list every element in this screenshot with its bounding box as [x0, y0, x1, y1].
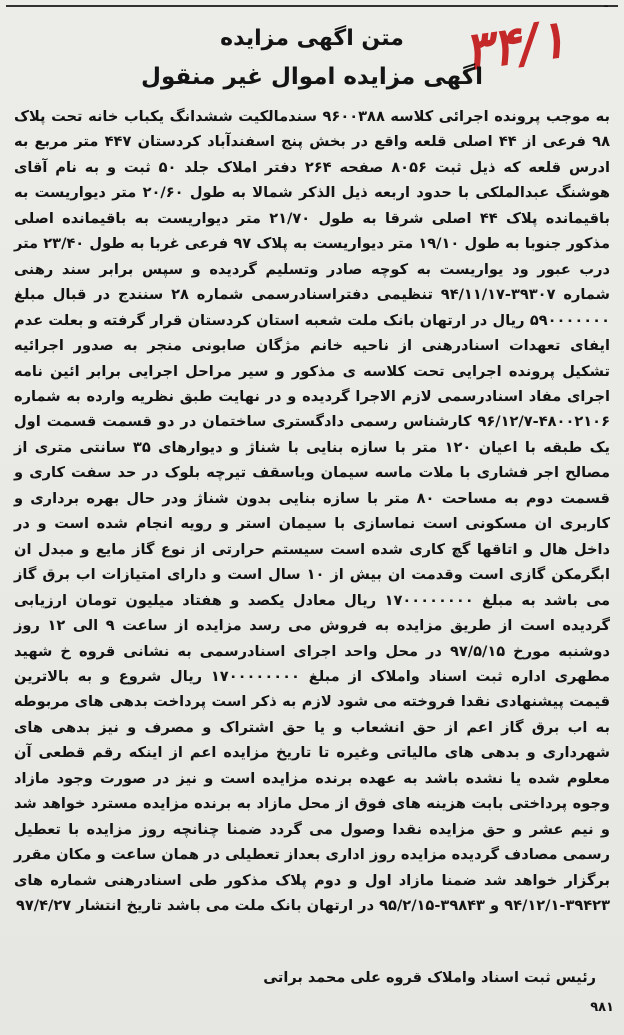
handwritten-number: ۳۴/۱: [459, 8, 571, 83]
heading-block: [20, 22, 604, 96]
top-rule: [6, 5, 618, 7]
corner-mark: ـ: [604, 0, 608, 10]
notice-subtitle: اگهی مزایده اموال غیر منقول: [140, 64, 484, 90]
signature-line: رئیس ثبت اسناد واملاک قروه علی محمد براتی: [263, 970, 596, 986]
notice-body-paragraph: به موجب پرونده اجرائی کلاسه ۹۶۰۰۳۸۸ سندمالکیت ششدانگ یکباب خانه تحت پلاک ۹۸ فرعی از ۴۴ اصلی قلعه واقع در بخش پنج اسفندآباد کردستان ۴۴۷ متر مربع به ادرس قلعه که ذیل ثبت ۸۰۵۶ صفحه ۲۶۴ دفتر املاک جلد ۵۰ ثبت و به نام آقای هوشنگ عبدالملکی با حدود اربعه ذیل الذکر شمالا به طول ۲۰/۶۰ متر دیواریست به باقیمانده پلاک ۴۴ اصلی شرقا به طول ۲۱/۷۰ متر دیواریست به باقیمانده اصلی مذکور جنوبا به طول ۱۹/۱۰ متر دیواریست به پلاک ۹۷ فرعی غربا به طول ۲۳/۴۰ متر درب عبور ود یواریست به کوچه صادر وتسلیم گردیده و سپس برابر سند رهنی شماره ۳۹۳۰۷-۹۴/۱۱/۱۷ تنظیمی دفتراسنادرسمی شماره ۲۸ سنندج در قبال مبلغ ۵۹۰۰۰۰۰۰۰ ریال در ارتهان بانک ملت شعبه استان کردستان قرار گرفته و بعلت عدم ایفای تعهدات اسنادرهنی از ناحیه خانم مژگان صابونی منجر به صدور اجرائیه تشکیل پرونده اجرایی تحت کلاسه ی مذکور و سیر مراحل اجرایی برابر ائین نامه اجرای مفاد اسنادرسمی لازم الاجرا گردیده و در نهایت طبق نظریه وارده به شماره ۴۸۰۰۲۱۰۶-۹۶/۱۲/۷ کارشناس رسمی دادگستری ساختمان در دو قسمت قسمت اول یک طبقه با اعیان ۱۲۰ متر با سازه بنایی با شناژ و دیوارهای ۳۵ سانتی متری از مصالح اجر فشاری با ملات ماسه سیمان وباسقف تیرچه بلوک در حد سفت کاری و قسمت دوم به مساحت ۸۰ متر با سازه بنایی بدون شناژ ودر حال بهره برداری و کاربری ان مسکونی است نماسازی با سیمان استر و رویه انجام شده است و در داخل هال و اتاقها گچ کاری شده است سیستم حرارتی از نوع گاز مایع و مبدل ان ابگرمکن گازی است وقدمت ان بیش از ۱۰ سال است و دارای امتیازات اب برق گاز می باشد به مبلغ ۱۷۰۰۰۰۰۰۰۰ ریال معادل یکصد و هفتاد میلیون تومان ارزیابی گردیده است از طریق مزایده به فروش می رسد مزایده از ساعت ۹ الی ۱۲ روز دوشنبه مورخ ۹۷/۵/۱۵ در محل واحد اجرای اسنادرسمی به نشانی قروه خ شهید مطهری اداره ثبت اسناد واملاک از مبلغ ۱۷۰۰۰۰۰۰۰۰ ریال شروع و به بالاترین قیمت پیشنهادی نقدا فروخته می شود لازم به ذکر است پرداخت بدهی های مربوطه به اب برق گاز اعم از حق انشعاب و یا حق اشتراک و مصرف و نیز بدهی های شهرداری و بدهی های مالیاتی وغیره تا تاریخ مزایده اعم از اینکه رقم قطعی آن معلوم شده یا نشده باشد به عهده برنده مزایده است و نیز در صورت وجود مازاد وجوه پرداختی بابت هزینه های فوق از محل مازاد به برنده مزایده مسترد خواهد شد و نیم عشر و حق مزایده نقدا وصول می گردد ضمنا چنانچه روز مزایده با تعطیل رسمی مصادف گردیده مزایده روز اداری بعداز تعطیلی در همان ساعت و مکان مقرر برگزار خواهد شد ضمنا مازاد اول و دوم پلاک مذکور طی اسنادرهنی شماره های ۳۹۴۲۳-۹۴/۱۲/۱ و ۳۹۸۴۳-۹۵/۲/۱۵ در ارتهان بانک ملت می باشد تاریخ انتشار ۹۷/۴/۲۷: [14, 108, 610, 915]
notice-code: ۹۸۱: [590, 1000, 614, 1015]
notice-body: [14, 104, 610, 919]
notice-title: متن اگهی مزایده: [220, 26, 404, 51]
